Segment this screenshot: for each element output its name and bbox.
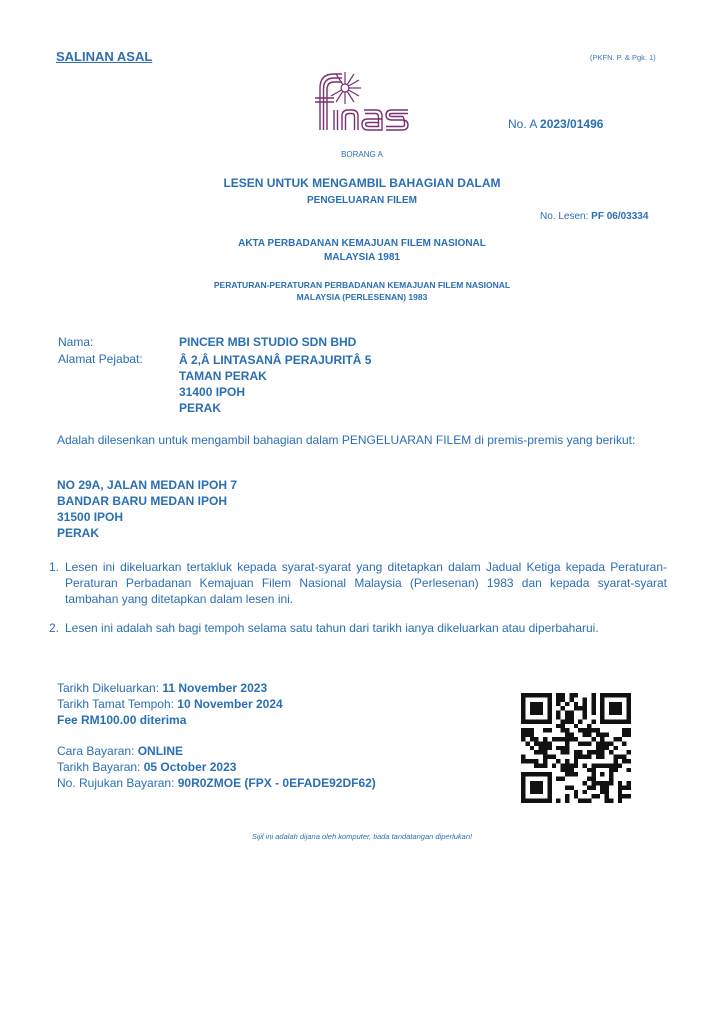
payment-method-value: ONLINE: [137, 744, 184, 758]
premises-address-line: PERAK: [57, 526, 100, 540]
payment-reference: [57, 775, 376, 791]
finas-logo: [312, 68, 412, 134]
license-title-line2: PENGELUARAN FILEM: [307, 195, 417, 206]
issue-date: [57, 680, 267, 696]
premises-address-line: 31500 IPOH: [57, 510, 124, 524]
issue-date-label: Tarikh Dikeluarkan:: [57, 681, 163, 695]
office-address-line: PERAK: [179, 401, 222, 415]
condition-number: 1.: [49, 560, 60, 574]
condition-text: Lesen ini dikeluarkan tertakluk kepada syarat-syarat yang ditetapkan dalam Jadual Ketiga kepada Peraturan-Peraturan Perbadanan Kemajuan Filem Nasional Malaysia (Perlesenan) 1983 dan kepada syarat-syarat tambahan yang ditetapkan dalam lesen ini.: [65, 560, 667, 606]
document-number: [508, 117, 603, 131]
form-reference: (PKFN. P. & Pgk. 1): [590, 53, 656, 62]
regulation-title-line2: MALAYSIA (PERLESENAN) 1983: [296, 292, 428, 302]
office-address-line: 31400 IPOH: [179, 385, 246, 399]
license-statement: Adalah dilesenkan untuk mengambil bahagian dalam PENGELUARAN FILEM di premis-premis yang berikut:: [57, 433, 636, 447]
form-name: BORANG A: [341, 150, 383, 159]
regulation-title-line1: PERATURAN-PERATURAN PERBADANAN KEMAJUAN FILEM NASIONAL: [213, 280, 511, 290]
payment-method-label: Cara Bayaran:: [57, 744, 138, 758]
payment-method: [57, 743, 183, 759]
name-label: Nama:: [58, 335, 94, 349]
license-title-line1: LESEN UNTUK MENGAMBIL BAHAGIAN DALAM: [223, 176, 501, 190]
condition-text: Lesen ini adalah sah bagi tempoh selama satu tahun dari tarikh ianya dikeluarkan atau diperbaharui.: [65, 621, 599, 635]
payment-reference-value: 90R0ZMOE (FPX - 0EFADE92DF62): [177, 776, 376, 790]
payment-date-value: 05 October 2023: [143, 760, 237, 774]
condition-number: 2.: [49, 621, 60, 635]
payment-date: [57, 759, 236, 775]
payment-date-label: Tarikh Bayaran:: [57, 760, 144, 774]
act-title-line2: MALAYSIA 1981: [324, 252, 400, 263]
office-address: [179, 352, 371, 416]
expiry-date: [57, 696, 283, 712]
office-address-line: TAMAN PERAK: [179, 369, 267, 383]
fee-received: Fee RM100.00 diterima: [57, 713, 187, 727]
payment-reference-label: No. Rujukan Bayaran:: [57, 776, 178, 790]
document-number-label: No. A: [508, 117, 541, 131]
computer-generated-note: Sijil ini adalah dijana oleh komputer, tiada tandatangan diperlukan!: [251, 832, 473, 841]
expiry-date-value: 10 November 2024: [177, 697, 283, 711]
office-address-line: Â 2,Â LINTASANÂ PERAJURITÂ 5: [179, 353, 372, 367]
act-title-line1: AKTA PERBADANAN KEMAJUAN FILEM NASIONAL: [238, 238, 486, 249]
expiry-date-label: Tarikh Tamat Tempoh:: [57, 697, 178, 711]
original-copy-label: SALINAN ASAL: [56, 49, 153, 64]
premises-address-line: NO 29A, JALAN MEDAN IPOH 7: [57, 478, 238, 492]
premises-address: [57, 477, 237, 541]
license-number-label: No. Lesen:: [540, 211, 592, 222]
company-name: PINCER MBI STUDIO SDN BHD: [179, 335, 357, 349]
premises-address-line: BANDAR BARU MEDAN IPOH: [57, 494, 227, 508]
license-number: [540, 211, 648, 222]
issue-date-value: 11 November 2023: [162, 681, 268, 695]
document-number-value: 2023/01496: [540, 117, 604, 131]
license-number-value: PF 06/03334: [591, 211, 649, 222]
office-address-label: Alamat Pejabat:: [58, 352, 143, 366]
qr-code: [521, 693, 631, 803]
